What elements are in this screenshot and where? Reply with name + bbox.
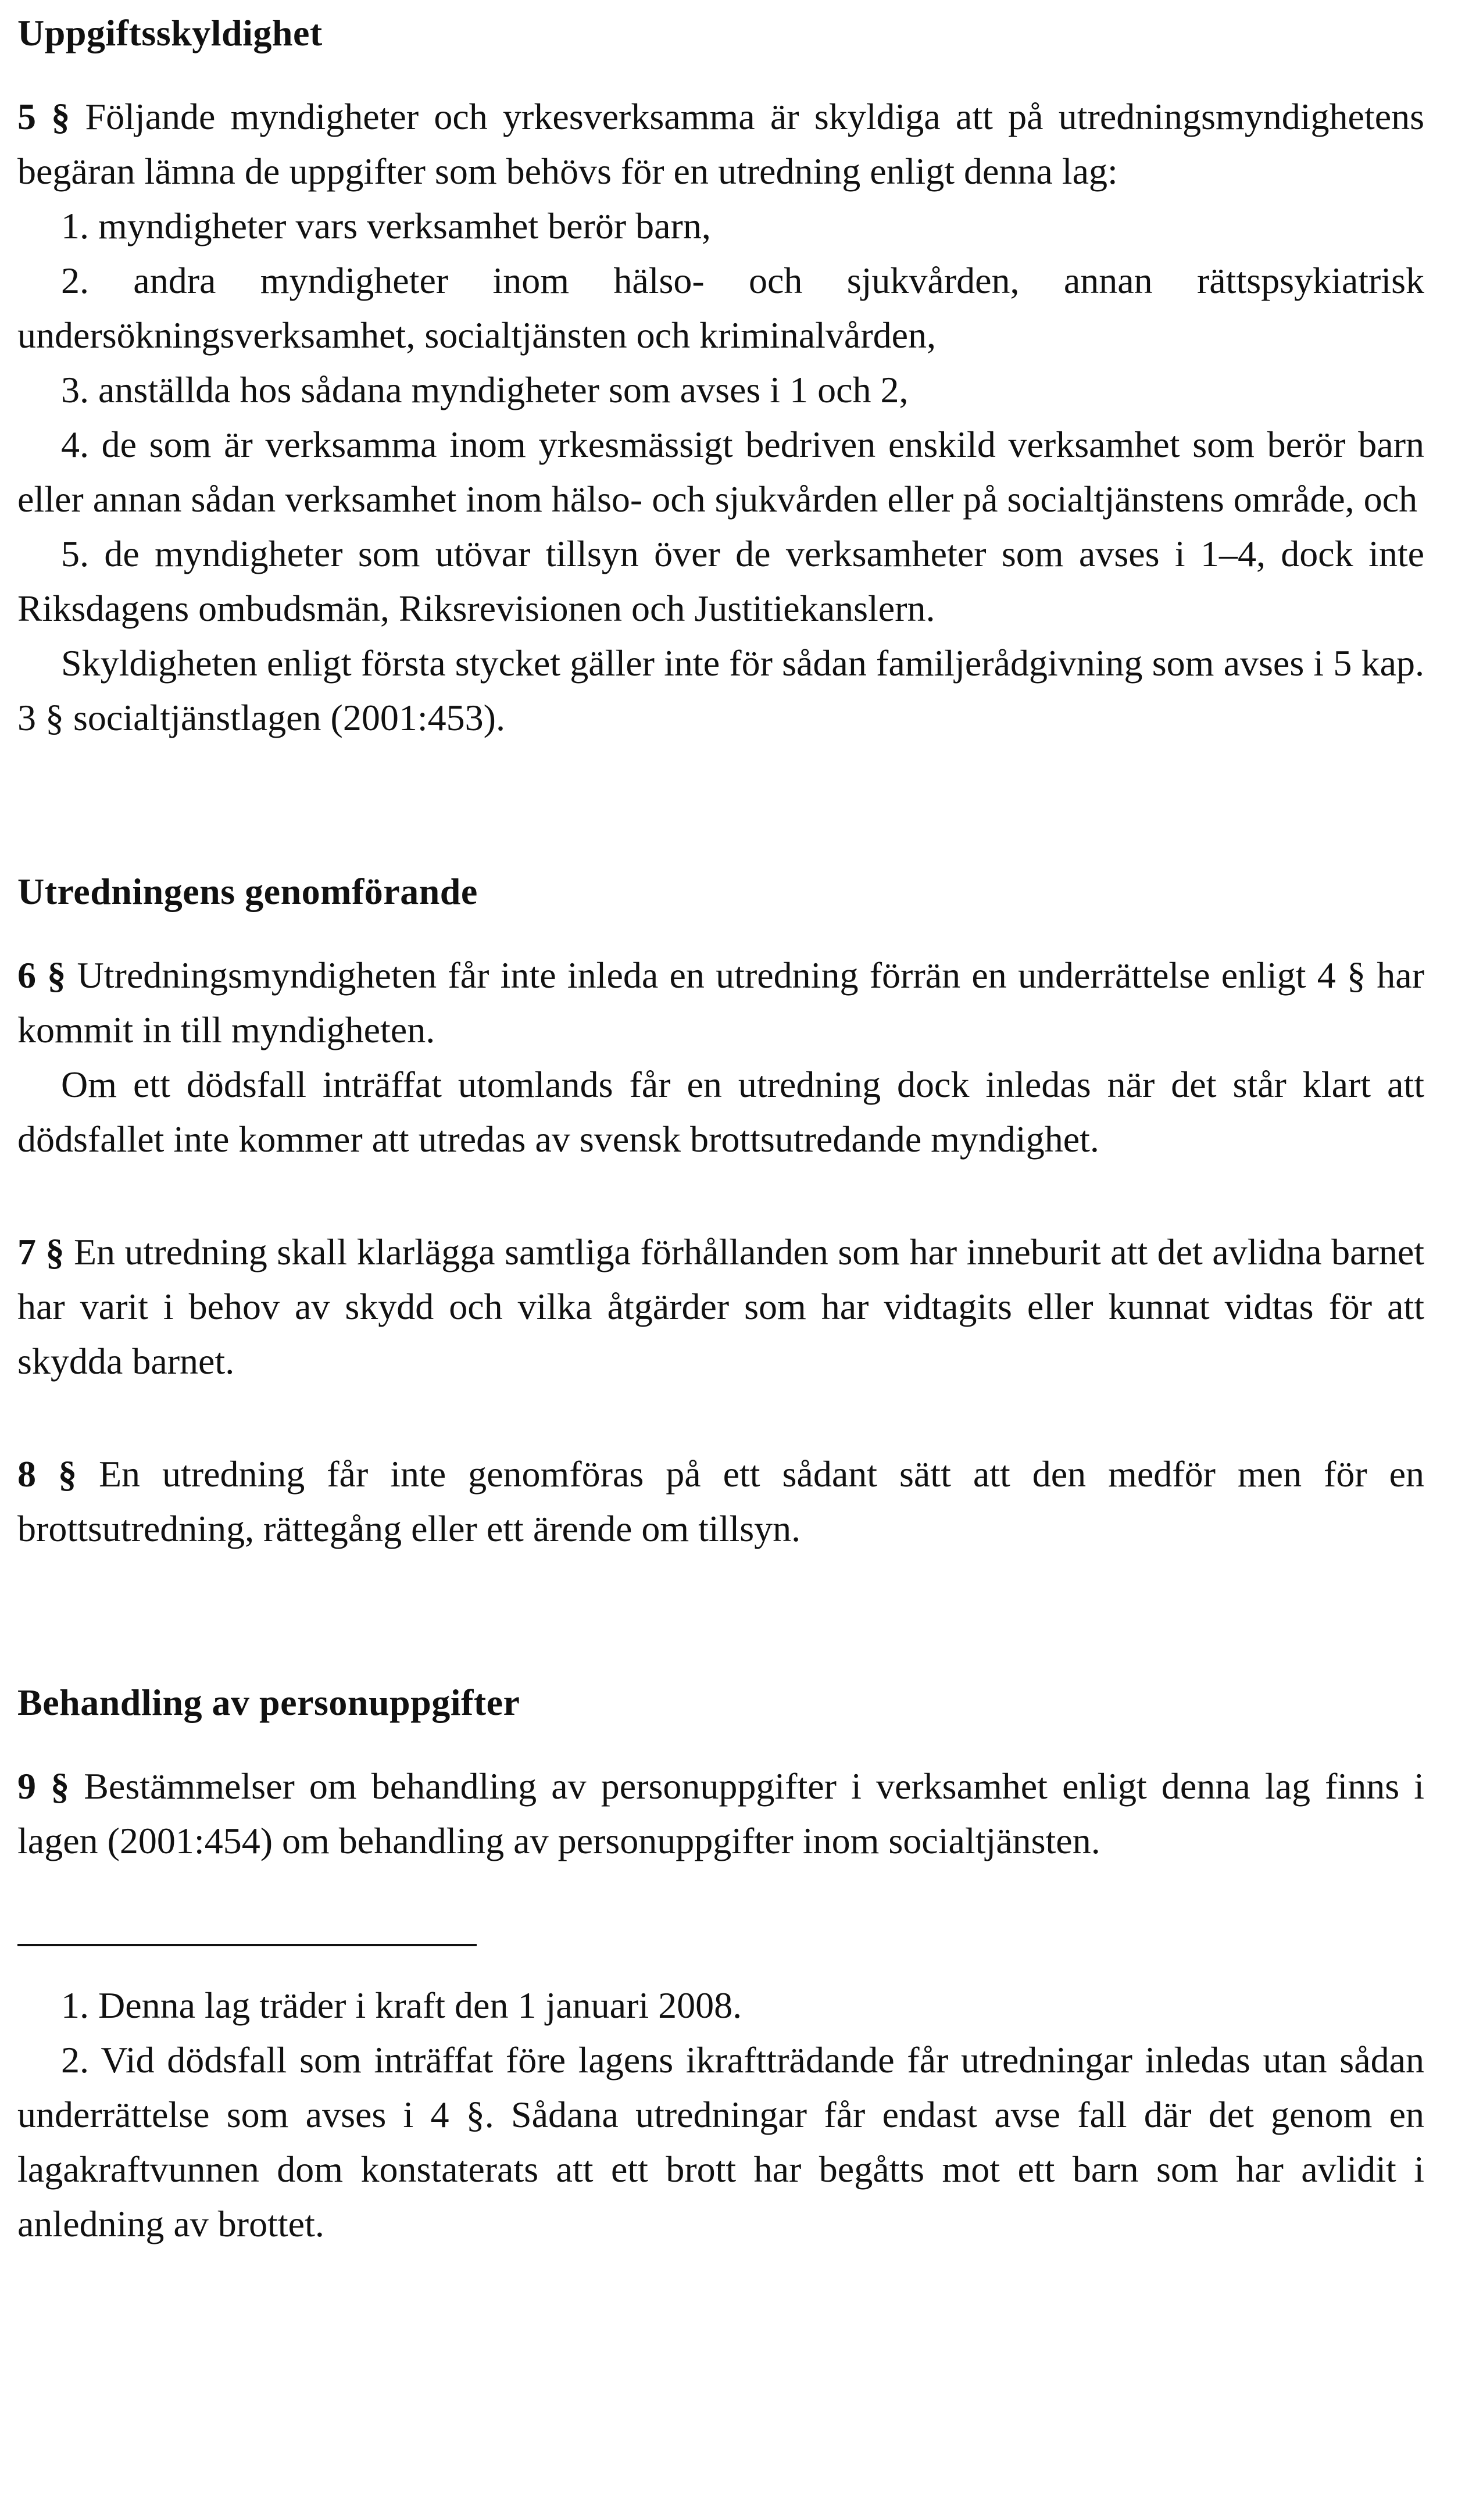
section-6-paragraph [17,948,1424,1057]
heading-utredningens-genomforande: Utredningens genomförande [17,871,478,912]
heading-behandling-av-personuppgifter: Behandling av personuppgifter [17,1682,520,1723]
section-7-text: En utredning skall klarlägga samtliga förhållanden som har inneburit att det avlidna barnet har varit i behov av skydd och vilka åtgärder som har vidtagits eller kunnat vidtas för att skydda barnet. [17,1231,1425,1382]
document-page [17,0,1424,2251]
section-5-intro-text: Följande myndigheter och yrkesverksamma är skyldiga att på utredningsmyndighetens begäran lämna de uppgifter som behövs för en utredning enligt denna lag: [17,96,1425,192]
section-5-item-3: 3. anställda hos sådana myndigheter som avses i 1 och 2, [61,369,909,410]
section-5-item-4: 4. de som är verksamma inom yrkesmässigt bedriven enskild verksamhet som berör barn eller annan sådan verksamhet inom hälso- och sjukvården eller på socialtjänstens område, och [17,424,1424,520]
section-9-paragraph [17,1759,1424,1868]
section-5-second-paragraph: Skyldigheten enligt första stycket gäller inte för sådan familjerådgivning som avses i 5 kap. 3 § socialtjänstlagen (2001:453). [17,642,1424,738]
section-5-intro [17,90,1424,199]
section-5-item-5: 5. de myndigheter som utövar tillsyn över de verksamheter som avses i 1–4, dock inte Riksdagens ombudsmän, Riksrevisionen och Justitiekanslern. [17,533,1424,629]
section-8-paragraph [17,1447,1424,1556]
section-8-number: 8 § [17,1453,77,1495]
section-7-paragraph [17,1225,1424,1389]
section-7-number: 7 § [17,1231,65,1272]
transitional-provision-2: 2. Vid dödsfall som inträffat före lagens ikraftträdande får utredningar inledas utan sådan underrättelse som avses i 4 §. Sådana utredningar får endast avse fall där det genom en lagakraftvunnen dom konstaterats att ett brott har begåtts mot ett barn som har avlidit i anledning av brottet. [17,2039,1424,2244]
section-9-text: Bestämmelser om behandling av personuppgifter i verksamhet enligt denna lag finns i lagen (2001:454) om behandling av personuppgifter inom socialtjänsten. [17,1765,1425,1861]
heading-uppgiftsskyldighet: Uppgiftsskyldighet [17,12,323,53]
section-6-second-paragraph: Om ett dödsfall inträffat utomlands får en utredning dock inledas när det står klart att dödsfallet inte kommer att utredas av svensk brottsutredande myndighet. [17,1064,1424,1160]
section-6-number: 6 § [17,955,66,996]
section-9-number: 9 § [17,1765,70,1807]
section-5-item-1: 1. myndigheter vars verksamhet berör barn, [61,205,711,246]
section-6-text: Utredningsmyndigheten får inte inleda en utredning förrän en underrättelse enligt 4 § har kommit in till myndigheten. [17,955,1425,1050]
footnote-divider [17,1944,477,1946]
section-8-text: En utredning får inte genomföras på ett sådant sätt att den medför men för en brottsutredning, rättegång eller ett ärende om tillsyn. [17,1453,1425,1549]
transitional-provision-1: 1. Denna lag träder i kraft den 1 januari 2008. [61,1985,742,2026]
section-5-item-2: 2. andra myndigheter inom hälso- och sjukvården, annan rättspsykiatrisk undersökningsverksamhet, socialtjänsten och kriminalvården, [17,260,1424,356]
section-5-number: 5 § [17,96,70,137]
